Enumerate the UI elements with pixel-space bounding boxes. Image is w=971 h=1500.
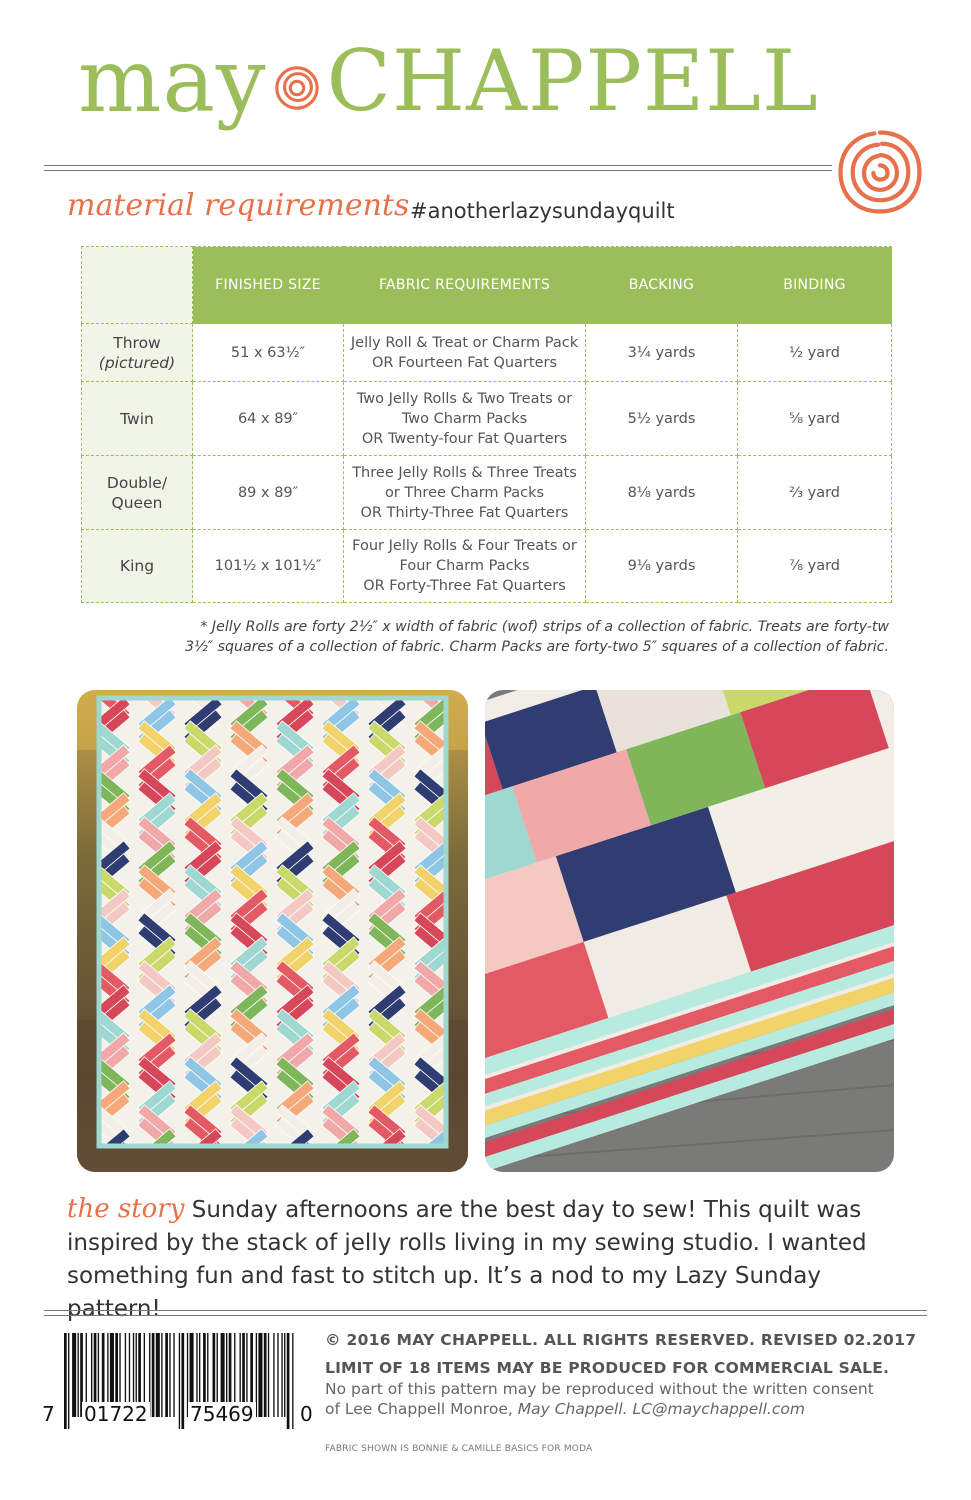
barcode-bar (179, 1333, 180, 1429)
barcode-bar (78, 1333, 79, 1417)
material-requirements-table (81, 246, 892, 603)
backing: 8⅛ yards (586, 456, 738, 530)
story-text: Sunday afternoons are the best day to sew! This quilt was inspired by the stack of jelly rolls living in my sewing studio. I wanted something fun and fast to stitch up. It’s a nod to my Lazy Sunday pattern! (67, 1197, 867, 1322)
size-name (82, 456, 193, 530)
binding: ½ yard (738, 324, 892, 382)
barcode-bar (256, 1333, 257, 1417)
header-finished-size: FINISHED SIZE (193, 247, 344, 324)
barcode-bar (284, 1333, 285, 1417)
header-binding: BINDING (738, 247, 892, 324)
consent-line: No part of this pattern may be reproduced without the written consent (325, 1380, 874, 1398)
table-row (82, 456, 892, 530)
fabric-requirements (344, 324, 586, 382)
story-paragraph (67, 1193, 917, 1326)
finished-size: 64 x 89″ (193, 382, 344, 456)
commercial-limit-line: LIMIT OF 18 ITEMS MAY BE PRODUCED FOR COMMERCIAL SALE. (325, 1359, 890, 1377)
contact-line-b: May Chappell. LC@maychappell.com (517, 1400, 805, 1418)
brand-word-chappell: CHAPPELL (326, 32, 819, 130)
footnote-line: 3½″ squares of a collection of fabric. Charm Packs are forty-two 5″ squares of a collection of fabric. (184, 639, 889, 655)
fabric-line: or Three Charm Packs (384, 484, 545, 501)
section-title: material requirements (67, 188, 410, 223)
top-divider (44, 165, 832, 171)
table-row (82, 324, 892, 382)
fabric-line: Two Charm Packs (401, 410, 528, 427)
size-label-2: Queen (111, 493, 163, 512)
barcode-bar (273, 1333, 274, 1417)
story-label: the story (67, 1194, 185, 1224)
barcode-bar (287, 1333, 290, 1429)
binding: ⅝ yard (738, 382, 892, 456)
header-fabric-requirements: FABRIC REQUIREMENTS (344, 247, 586, 324)
table-header-row (82, 247, 892, 324)
fabric-line: OR Thirty-Three Fat Quarters (360, 504, 569, 521)
brand-logo (78, 26, 819, 136)
brand-word-may: may (78, 29, 267, 132)
size-name (82, 324, 193, 382)
fabric-line: OR Fourteen Fat Quarters (371, 354, 558, 371)
barcode-bar (181, 1333, 184, 1429)
spiral-icon (833, 125, 927, 219)
header-backing: BACKING (586, 247, 738, 324)
table-row (82, 382, 892, 456)
size-label: King (119, 557, 155, 575)
barcode-bar (161, 1333, 162, 1417)
barcode-digit-right: 0 (300, 1402, 313, 1426)
fabric-line: Two Jelly Rolls & Two Treats or (356, 390, 573, 407)
fabric-requirements (344, 382, 586, 456)
fabric-line: Four Jelly Rolls & Four Treats or (352, 538, 577, 554)
barcode-bar (258, 1333, 262, 1417)
size-name (82, 530, 193, 603)
legal-block (325, 1328, 935, 1419)
spiral-icon (273, 64, 321, 112)
footnote-line: * Jelly Rolls are forty 2½″ x width of fabric (wof) strips of a collection of fabric. Treats are forty-tw (200, 619, 889, 635)
quilt-photo-full (77, 690, 468, 1172)
size-note: (pictured) (98, 353, 176, 372)
barcode-bar (68, 1333, 69, 1429)
backing: 3¼ yards (586, 324, 738, 382)
barcode-bar (173, 1333, 174, 1417)
size-label: Twin (120, 409, 154, 428)
fabric-line: Four Charm Packs (399, 558, 530, 574)
bottom-divider (44, 1310, 927, 1316)
fabric-line: Jelly Roll & Treat or Charm Pack (350, 334, 579, 351)
backing: 5½ yards (586, 382, 738, 456)
fabric-note: FABRIC SHOWN IS BONNIE & CAMILLE BASICS FOR MODA (325, 1444, 593, 1454)
size-name (82, 382, 193, 456)
fabric-line: OR Forty-Three Fat Quarters (363, 578, 566, 594)
hashtag: #anotherlazysundayquilt (410, 199, 675, 223)
finished-size: 101½ x 101½″ (193, 530, 344, 603)
barcode-bar (268, 1333, 269, 1417)
barcode-bar (169, 1333, 170, 1417)
barcode-bar (72, 1333, 76, 1417)
binding: ⅔ yard (738, 456, 892, 530)
barcode-group-2: 75469 (190, 1402, 254, 1426)
barcode-bar (156, 1333, 160, 1417)
size-label: Throw (113, 333, 161, 352)
barcode-bar (264, 1333, 267, 1417)
barcode-digit-left: 7 (42, 1402, 55, 1426)
fabric-line: OR Twenty-four Fat Quarters (361, 430, 568, 447)
fabric-requirements (344, 456, 586, 530)
quilt-full-image (77, 690, 468, 1172)
size-label: Double/ (106, 473, 168, 492)
finished-size: 51 x 63½″ (193, 324, 344, 382)
finished-size: 89 x 89″ (193, 456, 344, 530)
footnote (129, 617, 889, 657)
barcode-bar (292, 1333, 293, 1429)
barcode-bar (281, 1333, 282, 1417)
header-blank (82, 247, 193, 324)
barcode-bar (165, 1333, 168, 1417)
barcode-group-1: 01722 (84, 1402, 148, 1426)
binding: ⅞ yard (738, 530, 892, 603)
table-row (82, 530, 892, 603)
contact-line-a: of Lee Chappell Monroe, (325, 1400, 518, 1418)
barcode-bar (152, 1333, 155, 1417)
fabric-line: Three Jelly Rolls & Three Treats (352, 464, 577, 481)
contact-line (325, 1399, 935, 1419)
fabric-requirements (344, 530, 586, 603)
backing: 9⅛ yards (586, 530, 738, 603)
quilt-stack-image (485, 690, 894, 1172)
barcode-bar (277, 1333, 278, 1417)
barcode-bar (64, 1333, 67, 1429)
copyright-line: © 2016 MAY CHAPPELL. ALL RIGHTS RESERVED. REVISED 02.2017 (325, 1331, 917, 1349)
quilt-photo-folded-stack (485, 690, 894, 1172)
